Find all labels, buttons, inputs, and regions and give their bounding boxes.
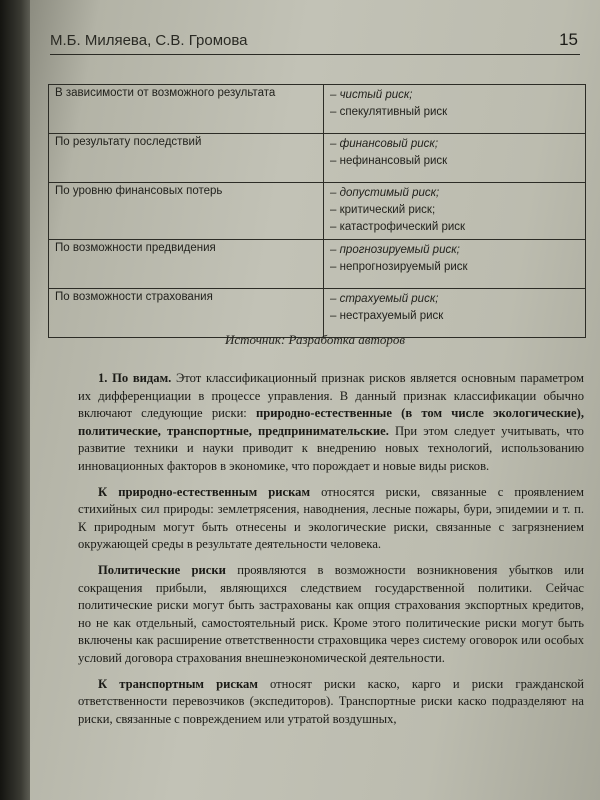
paragraph-text: относятся риски, связанные с проявлением стихийных сил природы: землетрясения, наводнения, лесные пожары, бури, эпидемии и т. п. К природным могут быть отнесены и экологические риски, связанные с загрязнением окружающей среды в результате деятельности человека. <box>78 484 584 552</box>
risks-cell <box>324 240 586 289</box>
risk-item: – критический риск; <box>330 204 436 216</box>
risk-item: – финансовый риск; <box>330 138 439 150</box>
risk-item: – прогнозируемый риск; <box>330 244 460 256</box>
risks-cell <box>324 183 586 240</box>
table-row <box>49 289 586 338</box>
criterion-cell: В зависимости от возможного результата <box>49 85 324 134</box>
paragraph-lead: 1. По видам. <box>98 371 172 385</box>
risk-item: – допустимый риск; <box>330 187 440 199</box>
risk-item: – нестрахуемый риск <box>330 310 444 322</box>
paragraph <box>78 484 584 554</box>
criterion-cell: По возможности страхования <box>49 289 324 338</box>
risk-item: – спекулятивный риск <box>330 106 448 118</box>
table-row <box>49 183 586 240</box>
risk-item: – нефинансовый риск <box>330 155 448 167</box>
table-row <box>49 240 586 289</box>
risks-cell <box>324 85 586 134</box>
risks-cell <box>324 289 586 338</box>
paragraph <box>78 370 584 476</box>
header-authors: М.Б. Миляева, С.В. Громова <box>50 32 248 49</box>
book-page <box>30 0 600 800</box>
criterion-cell: По уровню финансовых потерь <box>49 183 324 240</box>
criterion-cell: По результату последствий <box>49 134 324 183</box>
paragraph <box>78 562 584 668</box>
table-row <box>49 134 586 183</box>
risk-item: – непрогнозируемый риск <box>330 261 468 273</box>
paragraph-text: проявляются в возможности возникновения убытков или сокращения прибыли, являющихся следствием государственной политики. Сейчас политические риски могут быть застрахованы как опция страхования экспортных кредитов, но не как отдельный, самостоятельный риск. Кроме этого политические риски могут быть включены как расширение ответственности страховщика через систему оговорок или особых условий договора страхования внешнеэкономической деятельности. <box>78 562 584 665</box>
table-source-caption: Источник: Разработка авторов <box>225 332 405 347</box>
paragraph-lead: Политические риски <box>98 562 226 577</box>
criterion-cell: По возможности предвидения <box>49 240 324 289</box>
table-row <box>49 85 586 134</box>
running-head <box>50 26 580 55</box>
book-spine-shadow <box>0 0 30 800</box>
risk-item: – катастрофический риск <box>330 221 466 233</box>
page-number: 15 <box>559 30 578 49</box>
risk-classification-table <box>48 84 586 338</box>
paragraph-text: При этом следует учитывать, что развитие техники и науки приводит к внедрению новых технологий, использованию инновационных факторов в экономике, что порождает и новые виды рисков. <box>78 423 584 473</box>
paragraph-emphasis: природно-естественные (в том числе экологические), политические, транспортные, предпринимательские. <box>78 406 584 438</box>
body-text <box>78 370 584 736</box>
risks-cell <box>324 134 586 183</box>
risk-item: – страхуемый риск; <box>330 293 439 305</box>
paragraph <box>78 676 584 729</box>
paragraph-lead: К природно-естественным рискам <box>98 484 311 499</box>
risk-item: – чистый риск; <box>330 89 413 101</box>
paragraph-text: Этот классификационный признак рисков является основным параметром их дифференциации в процессе управления. В данный признак классификации обычно включают следующие риски: <box>78 371 584 421</box>
paragraph-text: относят риски каско, карго и риски гражданской ответственности перевозчиков (экспедиторов). Транспортные риски каско подразделяют на риски, связанные с повреждением или утратой воздушных, <box>78 676 584 726</box>
paragraph-lead: К транспортным рискам <box>98 676 258 691</box>
